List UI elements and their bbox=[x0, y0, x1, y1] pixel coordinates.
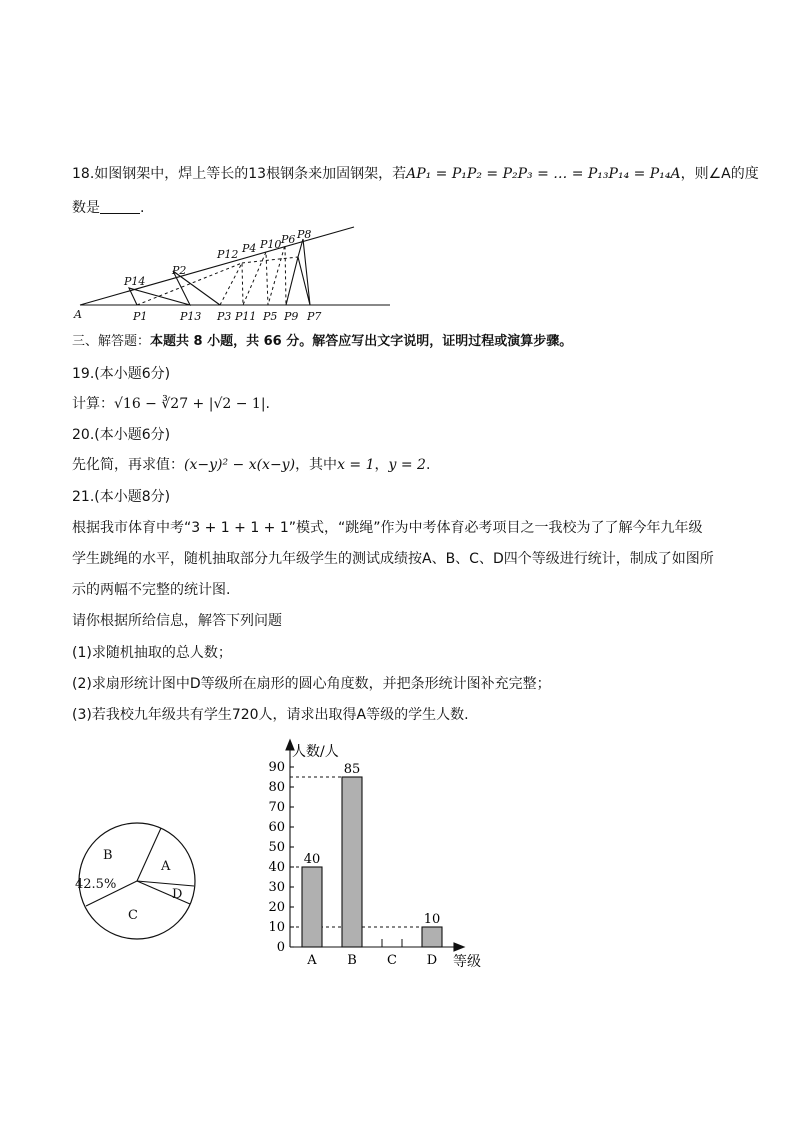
section3-title: 三、解答题： bbox=[72, 334, 151, 349]
x-axis-arrow bbox=[454, 943, 464, 951]
q18-text-c: 数是 bbox=[72, 200, 100, 216]
label-P6: P6 bbox=[281, 233, 296, 246]
label-P12: P12 bbox=[217, 248, 239, 261]
q21-para1: 根据我市体育中考“3 + 1 + 1 + 1”模式，“跳绳”作为中考体育必考项目之一我校为了了解今年九年级 bbox=[72, 520, 703, 536]
category-label-D: D bbox=[426, 953, 438, 968]
y-tick-label: 50 bbox=[268, 840, 285, 855]
q20-prefix: 先化简，再求值： bbox=[72, 457, 184, 473]
q20-sep: ， bbox=[374, 457, 389, 473]
q19-expression: √16 − ∛27 + |√2 − 1| bbox=[114, 396, 266, 412]
bar-A bbox=[302, 867, 322, 947]
q18-text-b: ，则∠A的度 bbox=[680, 166, 759, 182]
q20-body bbox=[72, 455, 430, 475]
y-tick-label: 40 bbox=[268, 860, 285, 875]
data-label-B: 85 bbox=[343, 762, 361, 777]
label-A: A bbox=[74, 308, 82, 321]
label-P2: P2 bbox=[172, 264, 187, 277]
q19-end: . bbox=[265, 396, 270, 412]
q19-prefix: 计算： bbox=[72, 396, 114, 412]
q20-end: . bbox=[425, 457, 431, 473]
bar-B bbox=[342, 777, 362, 947]
frame-top-line bbox=[80, 227, 354, 305]
y-tick-label: 30 bbox=[268, 880, 285, 895]
category-label-C: C bbox=[387, 953, 397, 968]
q21-para3: 示的两幅不完整的统计图. bbox=[72, 582, 231, 598]
category-label-B: B bbox=[347, 953, 357, 968]
x-axis-label: 等级 bbox=[453, 954, 481, 970]
y-tick-label: 90 bbox=[268, 760, 285, 775]
q18-steel-frame-figure bbox=[70, 222, 390, 324]
q20-cond-y: y = 2 bbox=[388, 457, 426, 473]
category-label-A: A bbox=[307, 953, 317, 968]
label-P9: P9 bbox=[284, 310, 299, 323]
q19-title: 19.(本小题6分) bbox=[72, 366, 171, 382]
q18-number: 18. bbox=[72, 166, 95, 182]
q18-line1 bbox=[72, 164, 759, 184]
label-P10: P10 bbox=[260, 238, 282, 251]
y-axis-label: 人数/人 bbox=[292, 744, 339, 760]
label-P4: P4 bbox=[242, 242, 257, 255]
label-P3: P3 bbox=[217, 310, 232, 323]
section3-instructions: 本题共 8 小题，共 66 分。解答应写出文字说明，证明过程或演算步骤。 bbox=[150, 334, 573, 349]
data-label-A: 40 bbox=[303, 852, 321, 867]
section3-heading bbox=[72, 332, 572, 352]
q21-sub1: (1)求随机抽取的总人数； bbox=[72, 645, 232, 661]
q21-title: 21.(本小题8分) bbox=[72, 489, 171, 505]
label-P11: P11 bbox=[235, 310, 257, 323]
bar-D bbox=[422, 927, 442, 947]
q20-cond-x: x = 1 bbox=[337, 457, 375, 473]
y-tick-label: 80 bbox=[268, 780, 285, 795]
bar-chart bbox=[250, 736, 500, 972]
q20-title: 20.(本小题6分) bbox=[72, 427, 171, 443]
label-P13: P13 bbox=[180, 310, 202, 323]
pie-label-A: A bbox=[161, 859, 171, 874]
q18-condition: AP₁ = P₁P₂ = P₂P₃ = … = P₁₃P₁₄ = P₁₄A bbox=[406, 166, 681, 182]
pie-label-C: C bbox=[128, 908, 138, 923]
solid-rods-right bbox=[286, 239, 310, 305]
q21-sub2: (2)求扇形统计图中D等级所在扇形的圆心角度数，并把条形统计图补充完整； bbox=[72, 676, 551, 692]
y-tick-label: 10 bbox=[268, 920, 285, 935]
q18-text-a: 如图钢架中，焊上等长的13根钢条来加固钢架，若 bbox=[94, 166, 407, 182]
y-tick-label: 0 bbox=[276, 940, 285, 955]
label-P8: P8 bbox=[297, 228, 312, 241]
pie-label-D: D bbox=[172, 887, 183, 902]
q21-prompt: 请你根据所给信息，解答下列问题 bbox=[72, 613, 282, 629]
y-tick-label: 70 bbox=[268, 800, 285, 815]
label-P14: P14 bbox=[124, 275, 146, 288]
y-tick-label: 60 bbox=[268, 820, 285, 835]
q20-expression: (x−y)² − x(x−y) bbox=[184, 457, 296, 473]
y-tick-label: 20 bbox=[268, 900, 285, 915]
q20-mid: ，其中 bbox=[295, 457, 338, 473]
q21-sub3: (3)若我校九年级共有学生720人，请求出取得A等级的学生人数. bbox=[72, 707, 469, 723]
pie-label-B-percent: 42.5% bbox=[75, 877, 117, 892]
q19-body bbox=[72, 394, 270, 414]
q21-para2: 学生跳绳的水平，随机抽取部分九年级学生的测试成绩按A、B、C、D四个等级进行统计，制成了如图所 bbox=[72, 551, 714, 567]
pie-label-B: B bbox=[103, 848, 113, 863]
answer-blank[interactable] bbox=[100, 199, 140, 214]
label-P1: P1 bbox=[133, 310, 148, 323]
q18-text-end: . bbox=[140, 200, 145, 216]
q18-line2 bbox=[72, 198, 144, 218]
pie-chart bbox=[72, 816, 202, 946]
label-P5: P5 bbox=[263, 310, 278, 323]
data-label-D: 10 bbox=[423, 912, 441, 927]
label-P7: P7 bbox=[307, 310, 322, 323]
